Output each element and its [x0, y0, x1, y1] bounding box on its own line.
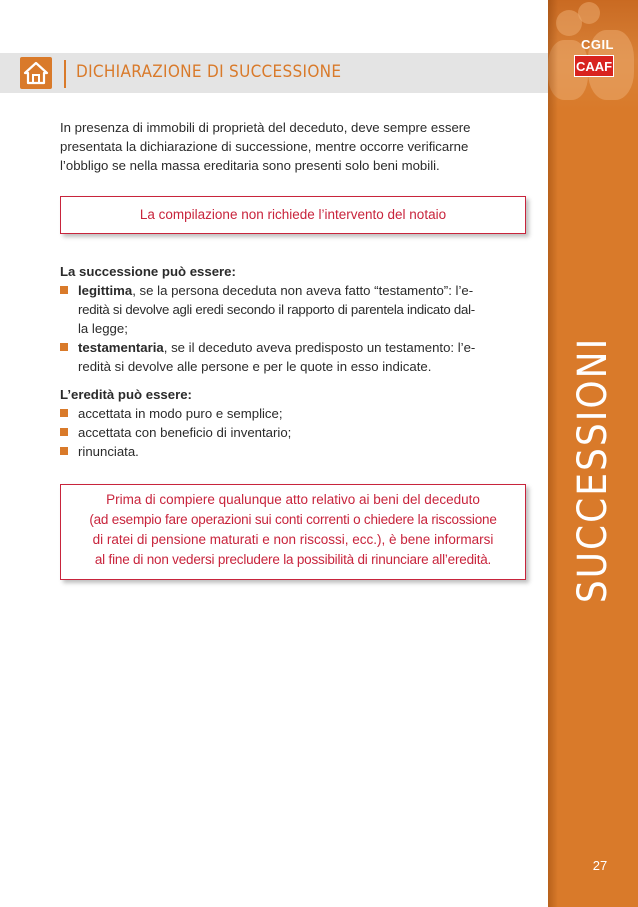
notice-line: Prima di compiere qualunque atto relativo ai beni del deceduto: [106, 492, 480, 507]
inheritance-section: [60, 385, 526, 461]
item-line: la legge;: [78, 321, 128, 336]
page-title: DICHIARAZIONE DI SUCCESSIONE: [76, 62, 342, 82]
list-item: [60, 423, 526, 442]
item-line: , se il deceduto aveva predisposto un testamento: l’e-: [163, 340, 476, 355]
section-title-text: SUCCESSIONI: [570, 336, 616, 604]
cgil-caaf-logo: [574, 37, 614, 77]
list-item: [60, 338, 526, 376]
intro-line: presentata la dichiarazione di successione, mentre occorre verificarne: [60, 139, 469, 154]
section-title-vertical: [548, 336, 638, 604]
logo-cgil-text: CGIL: [580, 37, 614, 52]
notice-line: (ad esempio fare operazioni sui conti correnti o chiedere la riscossione: [89, 512, 497, 527]
notary-notice-text: La compilazione non richiede l’intervento del notaio: [139, 207, 447, 222]
list-item: [60, 404, 526, 423]
bullet-square-icon: [60, 428, 68, 436]
notice-line: di ratei di pensione maturati e non riscossi, ecc.), è bene informarsi: [92, 532, 494, 547]
home-icon: [20, 57, 52, 89]
item-line: redità si devolve alle persone e per le quote in esso indicate.: [78, 359, 432, 374]
intro-line: In presenza di immobili di proprietà del deceduto, deve sempre essere: [60, 120, 471, 135]
term-testamentaria: testamentaria: [78, 340, 164, 355]
page-number: 27: [592, 858, 608, 873]
header-separator: [64, 60, 66, 88]
bullet-square-icon: [60, 286, 68, 294]
inheritance-list: [60, 404, 526, 461]
notary-notice-box: [60, 196, 526, 234]
bullet-square-icon: [60, 343, 68, 351]
renunciation-notice-box: [60, 484, 526, 580]
bullet-square-icon: [60, 409, 68, 417]
succession-types-list: [60, 281, 526, 376]
intro-paragraph: [60, 118, 526, 175]
intro-line: l’obbligo se nella massa ereditaria sono presenti solo beni mobili.: [60, 158, 440, 173]
inheritance-heading: L’eredità può essere:: [60, 387, 192, 402]
logo-caaf-text: CAAF: [574, 55, 614, 77]
list-item-text: accettata con beneficio di inventario;: [78, 425, 292, 440]
item-line: , se la persona deceduta non aveva fatto “testamento”: l’e-: [132, 283, 474, 298]
list-item-text: accettata in modo puro e semplice;: [78, 406, 283, 421]
list-item-text: rinunciata.: [78, 444, 139, 459]
list-item: [60, 442, 526, 461]
succession-types-section: [60, 262, 526, 376]
item-line: redità si devolve agli eredi secondo il rapporto di parentela indicato dal-: [78, 302, 475, 317]
bullet-square-icon: [60, 447, 68, 455]
home-button[interactable]: [20, 57, 52, 89]
succession-types-heading: La successione può essere:: [60, 264, 236, 279]
notice-line: al fine di non vedersi precludere la possibilità di rinunciare all’eredità.: [94, 552, 492, 567]
list-item: [60, 281, 526, 338]
term-legittima: legittima: [78, 283, 133, 298]
